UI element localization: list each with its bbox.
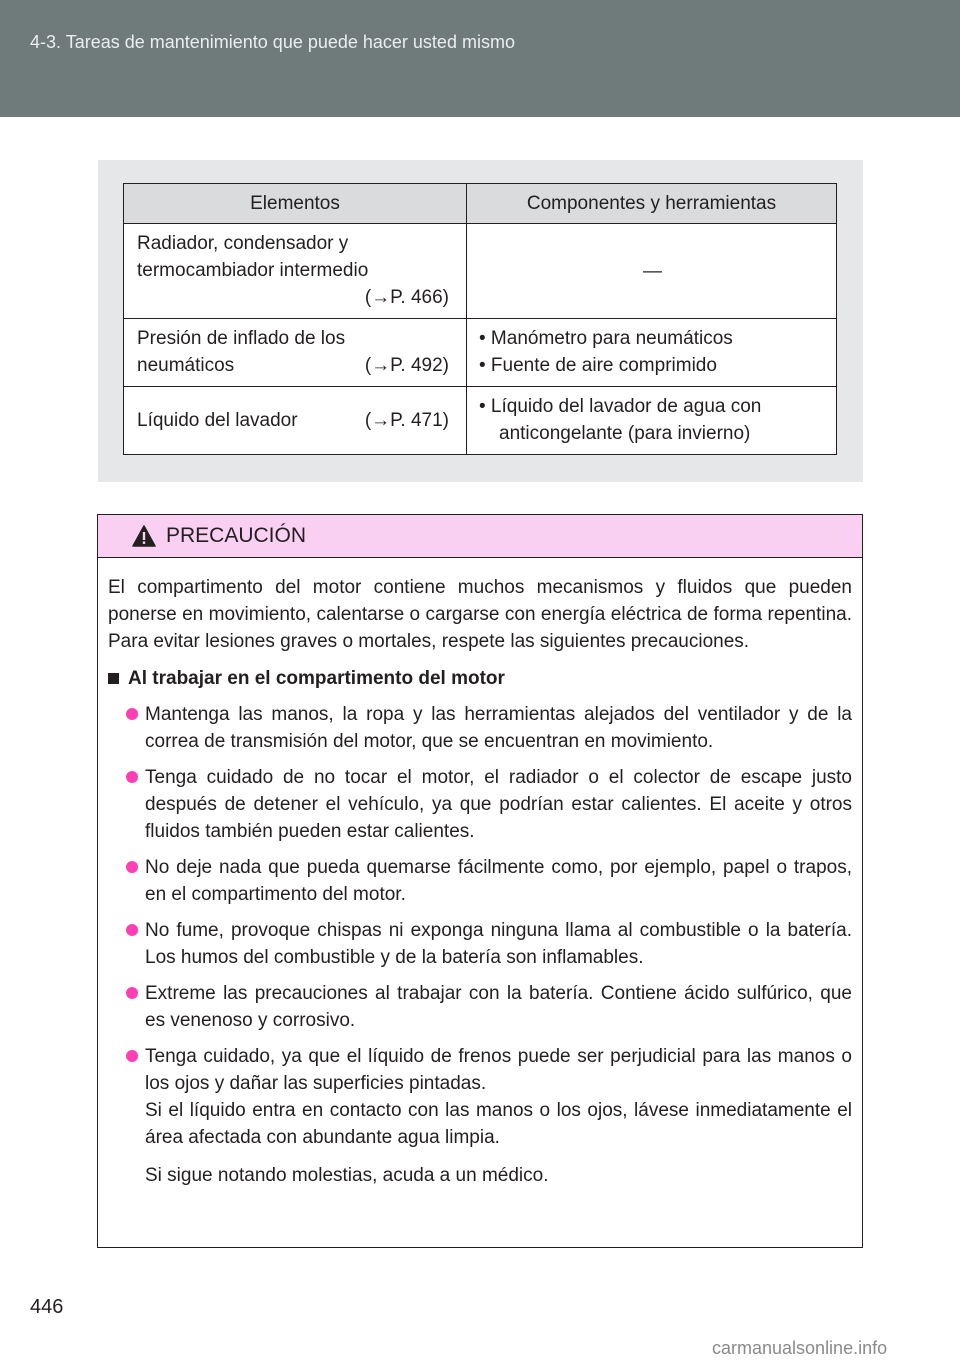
list-item: Tenga cuidado, ya que el líquido de frenos puede ser perjudicial para las manos o los ojos y dañar las superficies pintadas. Si el líquido entra en contacto con las manos o los ojos, lávese inmediatamente el área afectada con abundante agua limpia. <box>108 1043 852 1151</box>
table-row <box>124 387 837 455</box>
list-item: Tenga cuidado de no tocar el motor, el radiador o el colector de escape justo después de detener el vehículo, ya que podrían estar calientes. El aceite y otros fluidos también pueden estar calientes. <box>108 764 852 845</box>
page-header <box>0 0 960 117</box>
caution-box <box>97 514 863 1248</box>
bullet-dot-icon <box>126 861 138 873</box>
item-cell: Presión de inflado de los neumáticos (→P. 492) <box>124 319 467 387</box>
caution-title: PRECAUCIÓN <box>166 524 307 547</box>
bullet-dot-icon <box>126 771 138 783</box>
caution-subheading: Al trabajar en el compartimento del motor <box>108 665 852 692</box>
bullet-dot-icon <box>126 708 138 720</box>
caution-body <box>98 558 862 1189</box>
caution-followup: Si el líquido entra en contacto con las manos o los ojos, lávese inmediatamente el área afectada con abundante agua limpia. <box>145 1100 852 1148</box>
tools-cell: — <box>467 224 837 319</box>
column-header-tools: Componentes y herramientas <box>467 184 837 224</box>
bullet-dot-icon <box>126 987 138 999</box>
item-cell: Radiador, condensador y termocambiador intermedio (→P. 466) <box>124 224 467 319</box>
watermark: carmanualsonline.info <box>712 1338 888 1358</box>
item-cell: Líquido del lavador (→P. 471) <box>124 387 467 455</box>
caution-intro: El compartimento del motor contiene muchos mecanismos y fluidos que pueden ponerse en movimiento, calentarse o cargarse con energía eléctrica de forma repentina. Para evitar lesiones graves o mortales, respete las siguientes precauciones. <box>108 577 852 652</box>
list-item: No fume, provoque chispas ni exponga ninguna llama al combustible o la batería. Los humos del combustible y de la batería son inflamables. <box>108 917 852 971</box>
page-number: 446 <box>30 1296 64 1318</box>
bullet-dot-icon <box>126 924 138 936</box>
page-reference: (→P. 492) <box>364 355 449 376</box>
tools-cell: • Líquido del lavador de agua con anticongelante (para invierno) <box>467 387 837 455</box>
table-header-row <box>124 184 837 224</box>
caution-final-note: Si sigue notando molestias, acuda a un médico. <box>145 1165 549 1186</box>
tools-cell: • Manómetro para neumáticos • Fuente de aire comprimido <box>467 319 837 387</box>
maintenance-table <box>123 183 837 455</box>
section-title: 4-3. Tareas de mantenimiento que puede hacer usted mismo <box>30 32 515 52</box>
table-row <box>124 319 837 387</box>
page-reference: (→P. 466) <box>364 287 449 308</box>
list-item: Extreme las precauciones al trabajar con la batería. Contiene ácido sulfúrico, que es venenoso y corrosivo. <box>108 980 852 1034</box>
bullet-dot-icon <box>126 1050 138 1062</box>
list-item: No deje nada que pueda quemarse fácilmente como, por ejemplo, papel o trapos, en el compartimento del motor. <box>108 854 852 908</box>
table-row <box>124 224 837 319</box>
list-item: Mantenga las manos, la ropa y las herramientas alejados del ventilador y de la correa de transmisión del motor, que se encuentran en movimiento. <box>108 701 852 755</box>
square-bullet-icon <box>108 673 119 684</box>
column-header-items: Elementos <box>124 184 467 224</box>
warning-triangle-icon <box>132 525 156 547</box>
caution-header <box>98 515 862 558</box>
page-reference: (→P. 471) <box>364 410 449 431</box>
